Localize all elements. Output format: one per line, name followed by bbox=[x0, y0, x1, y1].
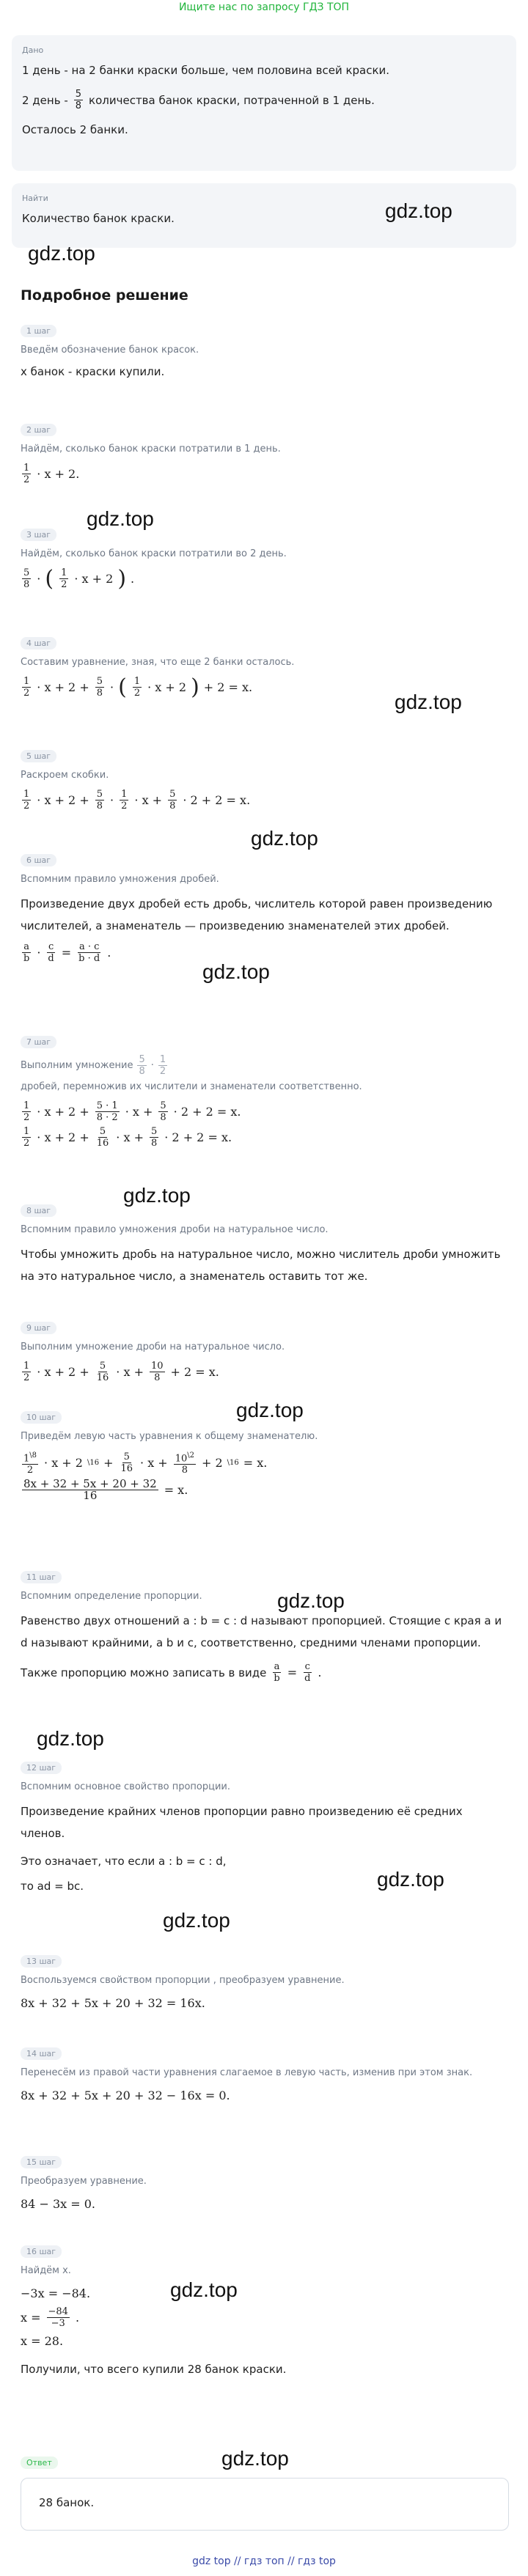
step-text: Получили, что всего купили 28 банок краски. bbox=[21, 2363, 287, 2376]
step-label: 3 шаг bbox=[21, 529, 56, 541]
step-description: Раскроем скобки. bbox=[21, 770, 109, 781]
step-10 bbox=[21, 1409, 507, 1504]
watermark: gdz.top bbox=[37, 1727, 104, 1750]
step-label: 5 шаг bbox=[21, 750, 56, 762]
step-equation: $\frac{1}{2}$ · x + 2 + $\frac{5 \cdot 1}{8 \cdot 2}$ · x + $\frac{5}{8}$ · 2 + 2 = x. bbox=[23, 1100, 241, 1123]
step-description: Найдём x. bbox=[21, 2265, 71, 2276]
step-equation: $\frac{1}{2}$ · x + 2 + $\frac{5}{8}$ · $\frac{1}{2}$ · x + $\frac{5}{8}$ · 2 + 2 = x. bbox=[23, 789, 251, 812]
step-description: Введём обозначение банок красок. bbox=[21, 345, 199, 356]
step-equation: 84 − 3x = 0. bbox=[21, 2197, 95, 2211]
step-9 bbox=[21, 1320, 507, 1386]
step-13 bbox=[21, 1953, 507, 2016]
step-text: Чтобы умножить дробь на натуральное число, можно числитель дроби умножить на это натуральное число, а знаменатель оставить тот же. bbox=[21, 1248, 501, 1283]
footer-links[interactable]: gdz top // гдз топ // гдз top bbox=[192, 2555, 336, 2567]
find-text: Количество банок краски. bbox=[22, 212, 175, 225]
step-equation: 8x + 32 + 5x + 20 + 32 − 16x = 0. bbox=[21, 2089, 230, 2102]
answer-label: Ответ bbox=[21, 2457, 58, 2469]
step-description: Перенесём из правой части уравнения слагаемое в левую часть, изменив при этом знак. bbox=[21, 2067, 473, 2078]
section-title: Подробное решение bbox=[21, 287, 188, 303]
step-label: 15 шаг bbox=[21, 2156, 62, 2168]
step-description: Вспомним правило умножения дроби на натуральное число. bbox=[21, 1224, 329, 1235]
watermark: gdz.top bbox=[377, 1868, 444, 1891]
watermark: gdz.top bbox=[221, 2447, 289, 2470]
watermark: gdz.top bbox=[236, 1399, 304, 1421]
step-text: Это означает, что если a : b = c : d, bbox=[21, 1855, 227, 1868]
step-14 bbox=[21, 2045, 507, 2108]
given-line-2-prefix: 2 день - bbox=[22, 93, 68, 107]
given-card bbox=[12, 35, 516, 171]
step-label: 10 шаг bbox=[21, 1411, 62, 1424]
step-text: Произведение крайних членов пропорции равно произведению её средних членов. bbox=[21, 1805, 463, 1840]
step-label: 1 шаг bbox=[21, 325, 56, 337]
step-1 bbox=[21, 323, 507, 384]
step-label: 12 шаг bbox=[21, 1762, 62, 1774]
step-equation: $\frac{5}{8}$ · ( $\frac{1}{2}$ · x + 2 ) . bbox=[23, 565, 135, 592]
step-description: Воспользуемся свойством пропорции , преобразуем уравнение. bbox=[21, 1975, 345, 1986]
step-equation: $\frac{1}{2}$ · x + 2. bbox=[23, 463, 80, 485]
step-description: Вспомним основное свойство пропорции. bbox=[21, 1781, 230, 1792]
watermark: gdz.top bbox=[251, 827, 318, 850]
step-equation: $\frac{8x + 32 + 5x + 20 + 32}{16}$ = x. bbox=[23, 1477, 188, 1503]
step-description: Выполним умножение дроби на натуральное число. bbox=[21, 1342, 285, 1353]
step-text: Произведение двух дробей есть дробь, числитель которой равен произведению числителей, а знаменатель — произведению знаменателей этих дробей. bbox=[21, 897, 493, 932]
step-label: 4 шаг bbox=[21, 637, 56, 649]
step-description: Выполним умножение $\frac{5}{8}$ · $\frac{1}{2}$ дробей, перемножив их числители и знаменатели соответственно. bbox=[21, 1054, 362, 1092]
step-label: 14 шаг bbox=[21, 2047, 62, 2060]
step-equation: x = 28. bbox=[21, 2334, 64, 2348]
step-description: Преобразуем уравнение. bbox=[21, 2176, 147, 2187]
watermark: gdz.top bbox=[395, 691, 462, 713]
step-equation: $\frac{1^{\backslash 8}}{2}$ · x + 2 \16 + $\frac{5}{16}$ · x + $\frac{10^{\backslash 2}}{8}$ + 2 \16 = x. bbox=[23, 1451, 268, 1476]
step-6 bbox=[21, 852, 507, 967]
step-description: Вспомним правило умножения дробей. bbox=[21, 874, 219, 885]
step-8 bbox=[21, 1202, 507, 1292]
step-label: 11 шаг bbox=[21, 1571, 62, 1583]
watermark: gdz.top bbox=[277, 1589, 345, 1612]
answer-section bbox=[21, 2454, 507, 2475]
step-label: 2 шаг bbox=[21, 424, 56, 436]
step-equation: x = $\frac{-84}{-3}$ . bbox=[21, 2306, 80, 2329]
step-equation: −3x = −84. bbox=[21, 2286, 91, 2300]
given-label: Дано bbox=[22, 45, 44, 55]
step-15 bbox=[21, 2154, 507, 2217]
step-description: Составим уравнение, зная, что еще 2 банки осталось. bbox=[21, 657, 295, 668]
watermark: gdz.top bbox=[123, 1184, 191, 1207]
top-banner[interactable]: Ищите нас по запросу ГДЗ ТОП bbox=[178, 1, 350, 13]
given-line-3: Осталось 2 банки. bbox=[22, 123, 128, 136]
answer-text: 28 банок. bbox=[39, 2496, 95, 2509]
step-description: Вспомним определение пропорции. bbox=[21, 1591, 202, 1602]
step-label: 13 шаг bbox=[21, 1955, 62, 1968]
step-11 bbox=[21, 1569, 507, 1688]
watermark: gdz.top bbox=[87, 507, 154, 530]
watermark: gdz.top bbox=[28, 242, 95, 265]
step-text: Равенство двух отношений a : b = c : d называют пропорцией. Стоящие с края a и d называют крайними, а b и c, соответственно, средними членами пропорции. bbox=[21, 1614, 502, 1649]
step-text: Также пропорцию можно записать в виде $\frac{a}{b}$ = $\frac{c}{d}$ . bbox=[21, 1661, 322, 1684]
step-equation: $\frac{1}{2}$ · x + 2 + $\frac{5}{8}$ · ( $\frac{1}{2}$ · x + 2 ) + 2 = x. bbox=[23, 674, 253, 700]
step-label: 7 шаг bbox=[21, 1036, 56, 1048]
step-equation: $\frac{1}{2}$ · x + 2 + $\frac{5}{16}$ · x + $\frac{10}{8}$ + 2 = x. bbox=[23, 1361, 219, 1383]
step-text: то ad = bc. bbox=[21, 1880, 84, 1893]
step-label: 16 шаг bbox=[21, 2245, 62, 2258]
given-line-2 bbox=[22, 89, 506, 111]
step-description: Найдём, сколько банок краски потратили в 1 день. bbox=[21, 444, 281, 455]
answer-box bbox=[21, 2478, 509, 2531]
step-5 bbox=[21, 748, 507, 814]
step-2 bbox=[21, 422, 507, 488]
step-3 bbox=[21, 526, 507, 593]
step-description: Найдём, сколько банок краски потратили во 2 день. bbox=[21, 548, 287, 559]
step-equation: $\frac{a}{b}$ · $\frac{c}{d}$ = $\frac{a \cdot c}{b \cdot d}$ . bbox=[23, 941, 111, 964]
step-label: 9 шаг bbox=[21, 1322, 56, 1334]
step-equation: 8x + 32 + 5x + 20 + 32 = 16x. bbox=[21, 1996, 205, 2010]
step-text: x банок - краски купили. bbox=[21, 365, 165, 378]
step-label: 6 шаг bbox=[21, 854, 56, 866]
find-label: Найти bbox=[22, 194, 48, 203]
watermark: gdz.top bbox=[385, 199, 452, 222]
watermark: gdz.top bbox=[163, 1909, 230, 1932]
watermark: gdz.top bbox=[170, 2278, 238, 2301]
watermark: gdz.top bbox=[202, 960, 270, 983]
given-line-1: 1 день - на 2 банки краски больше, чем половина всей краски. bbox=[22, 64, 390, 77]
step-16 bbox=[21, 2243, 507, 2382]
step-label: 8 шаг bbox=[21, 1204, 56, 1217]
step-7 bbox=[21, 1034, 507, 1152]
step-equation: $\frac{1}{2}$ · x + 2 + $\frac{5}{16}$ · x + $\frac{5}{8}$ · 2 + 2 = x. bbox=[23, 1126, 232, 1149]
given-line-2-suffix: количества банок краски, потраченной в 1 день. bbox=[89, 93, 375, 107]
given-fraction: $\frac{5}{8}$ bbox=[75, 89, 82, 111]
step-description: Приведём левую часть уравнения к общему знаменателю. bbox=[21, 1431, 318, 1442]
